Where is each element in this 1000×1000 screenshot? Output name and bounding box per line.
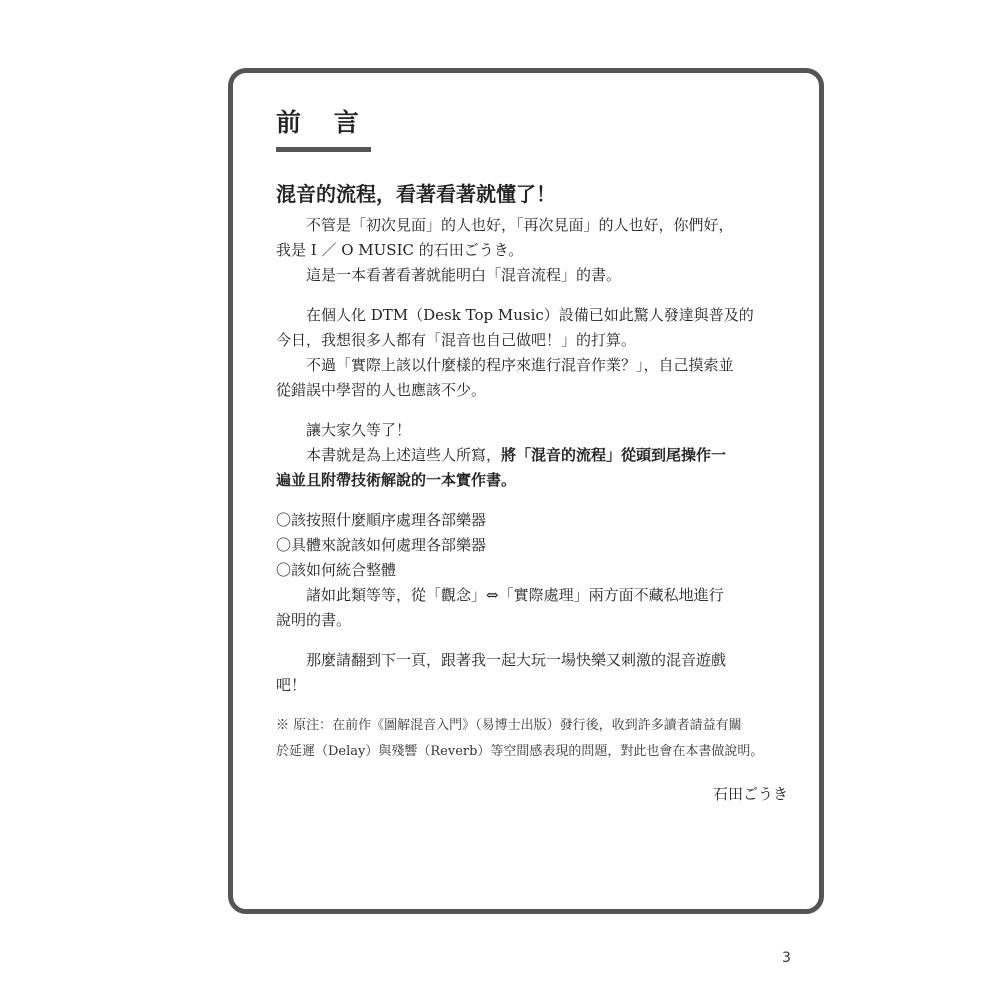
page-number: 3 (782, 950, 791, 966)
text-line: 今日，我想很多人都有「混音也自己做吧！」的打算。 (276, 331, 637, 349)
page-heading: 前 言 (276, 103, 371, 152)
text-line: 我是 I ／ O MUSIC 的石田ごうき。 (276, 241, 524, 259)
text-normal: 本書就是為上述這些人所寫， (306, 446, 502, 464)
text-line: 讓大家久等了！ (306, 421, 412, 439)
list-item: 〇該按照什麼順序處理各部樂器 (276, 511, 487, 529)
paragraph-1 (276, 213, 788, 288)
list-item: 〇該如何統合整體 (276, 561, 397, 579)
author-signature: 石田ごうき (712, 785, 788, 803)
text-line: 不過「實際上該以什麼樣的程序來進行混音作業？」，自己摸索並 (306, 356, 734, 374)
page-frame (228, 68, 824, 914)
text-emphasis: 將「混音的流程」從頭到尾操作一 (501, 446, 727, 464)
text-line: 吧！ (276, 676, 307, 694)
paragraph-3 (276, 418, 788, 493)
feature-list (276, 508, 788, 633)
body-text (276, 213, 788, 804)
text-line: 在個人化 DTM（Desk Top Music）設備已如此驚人發達與普及的 (306, 306, 754, 324)
footnote (276, 713, 788, 765)
text-line: 從錯誤中學習的人也應該不少。 (276, 381, 487, 399)
section-subtitle: 混音的流程，看著看著就懂了！ (276, 182, 556, 206)
footnote-line: 於延遲（Delay）與殘響（Reverb）等空間感表現的問題，對此也會在本書做說明。 (276, 744, 764, 759)
text-line: 說明的書。 (276, 611, 352, 629)
text-line: 那麼請翻到下一頁，跟著我一起大玩一場快樂又刺激的混音遊戲 (306, 651, 727, 669)
text-line: 這是一本看著看著就能明白「混音流程」的書。 (306, 266, 622, 284)
footnote-line: ※ 原注：在前作《圖解混音入門》（易博士出版）發行後，收到許多讀者請益有關 (276, 718, 742, 733)
text-line: 諸如此類等等，從「觀念」⇔「實際處理」兩方面不藏私地進行 (306, 586, 724, 604)
text-line (276, 443, 788, 468)
paragraph-5 (276, 648, 788, 698)
list-item: 〇具體來說該如何處理各部樂器 (276, 536, 487, 554)
text-line: 不管是「初次見面」的人也好，「再次見面」的人也好，你們好， (306, 216, 734, 234)
paragraph-2 (276, 303, 788, 403)
text-emphasis: 遍並且附帶技術解說的一本實作書。 (276, 471, 517, 489)
